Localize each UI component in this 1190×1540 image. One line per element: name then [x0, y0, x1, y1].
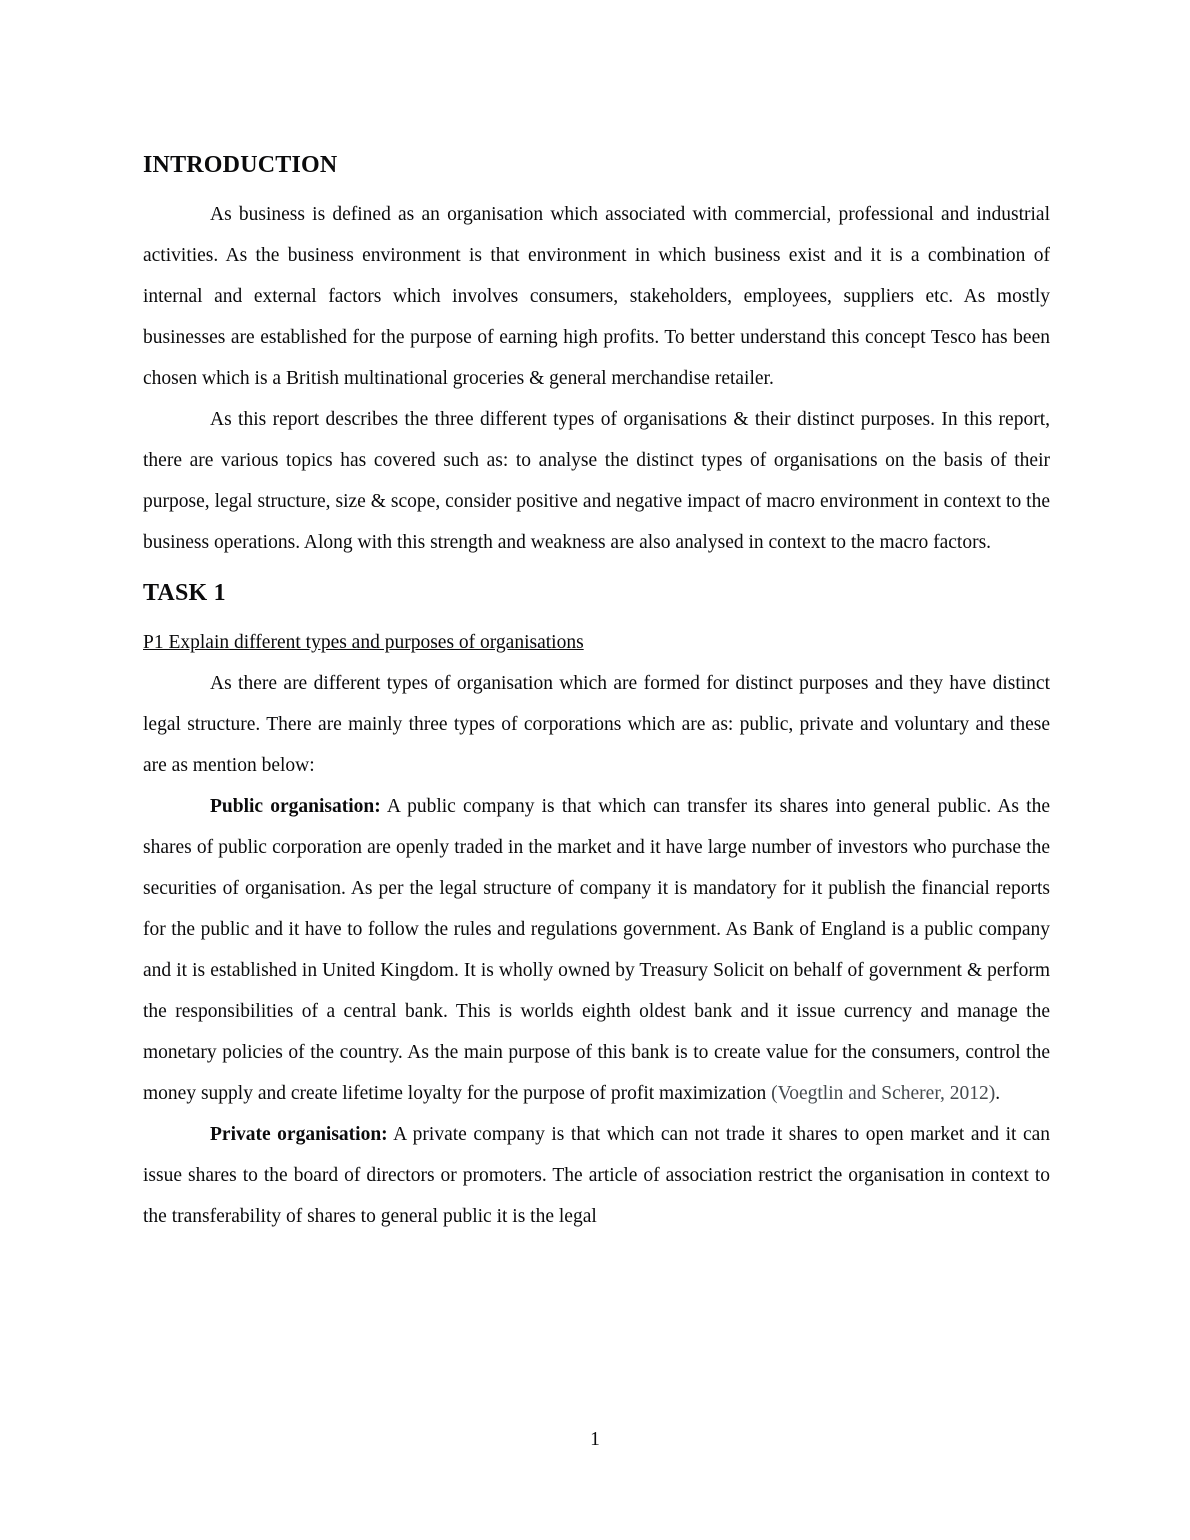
document-content — [143, 151, 1050, 1237]
public-organisation-lead: Public organisation: — [210, 796, 381, 817]
public-organisation-body: A public company is that which can transfer its shares into general public. As the shares of public corporation are openly traded in the market and it have large number of investors who purchase the securities of organisation. As per the legal structure of company it is mandatory for it publish the financial reports for the public and it have to follow the rules and regulations government. As Bank of England is a public company and it is established in United Kingdom. It is wholly owned by Treasury Solicit on behalf of government & perform the responsibilities of a central bank. This is worlds eighth oldest bank and it issue currency and manage the monetary policies of the country. As the main purpose of this bank is to create value for the consumers, control the money supply and create lifetime loyalty for the purpose of profit maximization — [143, 796, 1050, 1104]
private-organisation-paragraph — [143, 1114, 1050, 1237]
private-organisation-lead: Private organisation: — [210, 1124, 388, 1145]
introduction-paragraph-2: As this report describes the three different types of organisations & their distinct purposes. In this report, there are various topics has covered such as: to analyse the distinct types of organisations on the basis of their purpose, legal structure, size & scope, consider positive and negative impact of macro environment in context to the business operations. Along with this strength and weakness are also analysed in context to the macro factors. — [143, 409, 1050, 553]
citation-voegtlin-scherer: (Voegtlin and Scherer, 2012) — [771, 1083, 996, 1104]
page-number: 1 — [590, 1429, 600, 1450]
task1-heading: TASK 1 — [143, 580, 226, 606]
public-organisation-suffix: . — [995, 1083, 1001, 1104]
p1-subheading: P1 Explain different types and purposes of organisations — [143, 632, 584, 653]
introduction-heading: INTRODUCTION — [143, 152, 338, 178]
public-organisation-paragraph — [143, 786, 1050, 1114]
private-organisation-body: A private company is that which can not trade it shares to open market and it can issue shares to the board of directors or promoters. The article of association restrict the organisation in context to the transferability of shares to general public it is the legal — [143, 1124, 1051, 1227]
task1-paragraph-1: As there are different types of organisation which are formed for distinct purposes and they have distinct legal structure. There are mainly three types of corporations which are as: public, private and voluntary and these are as mention below: — [143, 673, 1050, 776]
introduction-paragraph-1: As business is defined as an organisation which associated with commercial, professional and industrial activities. As the business environment is that environment in which business exist and it is a combination of internal and external factors which involves consumers, stakeholders, employees, suppliers etc. As mostly businesses are established for the purpose of earning high profits. To better understand this concept Tesco has been chosen which is a British multinational groceries & general merchandise retailer. — [143, 204, 1050, 389]
